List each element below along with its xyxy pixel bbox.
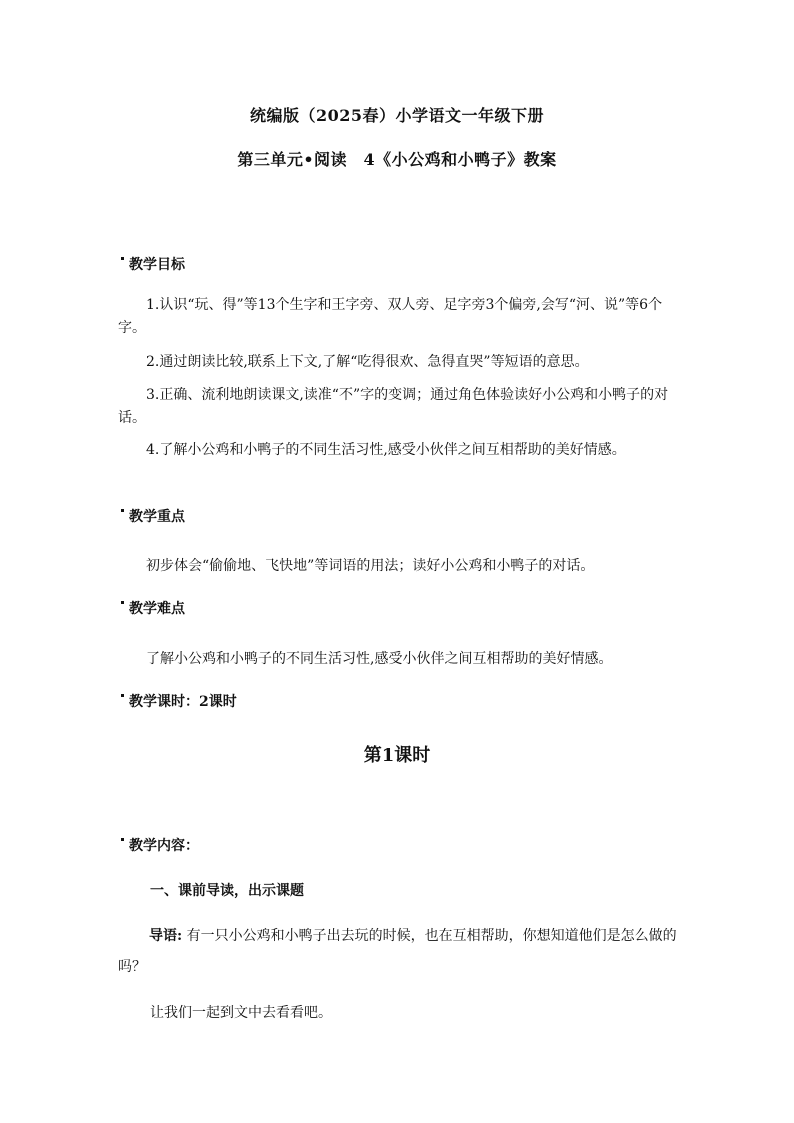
guide-paragraph	[118, 921, 680, 983]
guide-lead: 导语:	[149, 928, 183, 944]
closing-sentence: 让我们一起到文中去看看吧。	[150, 1005, 332, 1021]
objectives-heading-text: 教学目标	[129, 257, 185, 273]
hours-heading-text: 教学课时：2课时	[129, 694, 237, 710]
key-points-heading	[121, 506, 185, 526]
document-subtitle: 第三单元•阅读 4《小公鸡和小鸭子》教案	[237, 150, 557, 169]
bullet-icon	[121, 509, 124, 512]
difficulties-heading	[121, 598, 185, 618]
guide-text: 有一只小公鸡和小鸭子出去玩的时候，也在互相帮助，你想知道他们是怎么做的吗？	[118, 928, 677, 975]
bullet-icon	[121, 694, 124, 697]
bullet-icon	[121, 601, 124, 604]
lesson-title: 第1课时	[363, 745, 431, 766]
objectives-heading	[121, 254, 185, 274]
key-points-text: 初步体会“偷偷地、飞快地”等词语的用法；读好小公鸡和小鸭子的对话。	[146, 558, 595, 574]
bullet-icon	[121, 257, 124, 260]
objective-item-2: 2.通过朗读比较,联系上下文,了解“吃得很欢、急得直哭”等短语的意思。	[146, 354, 589, 370]
document-title: 统编版（2025春）小学语文一年级下册	[249, 106, 545, 125]
objective-item-1: 1.认识“玩、得”等13个生字和王字旁、双人旁、足字旁3个偏旁,会写“河、说”等6个字。	[118, 297, 663, 336]
key-points-heading-text: 教学重点	[129, 509, 185, 525]
difficulties-text: 了解小公鸡和小鸭子的不同生活习性,感受小伙伴之间互相帮助的美好情感。	[146, 651, 613, 667]
difficulties-heading-text: 教学难点	[129, 601, 185, 617]
content-heading-text: 教学内容：	[129, 838, 199, 854]
objective-item-3: 3.正确、流利地朗读课文,读准“不”字的变调；通过角色体验读好小公鸡和小鸭子的对话。	[118, 387, 669, 426]
hours-heading	[121, 691, 237, 711]
content-heading	[121, 835, 199, 855]
objective-item-4: 4.了解小公鸡和小鸭子的不同生活习性,感受小伙伴之间互相帮助的美好情感。	[146, 442, 626, 458]
step-1-title: 一、课前导读，出示课题	[150, 883, 304, 899]
bullet-icon	[121, 838, 124, 841]
